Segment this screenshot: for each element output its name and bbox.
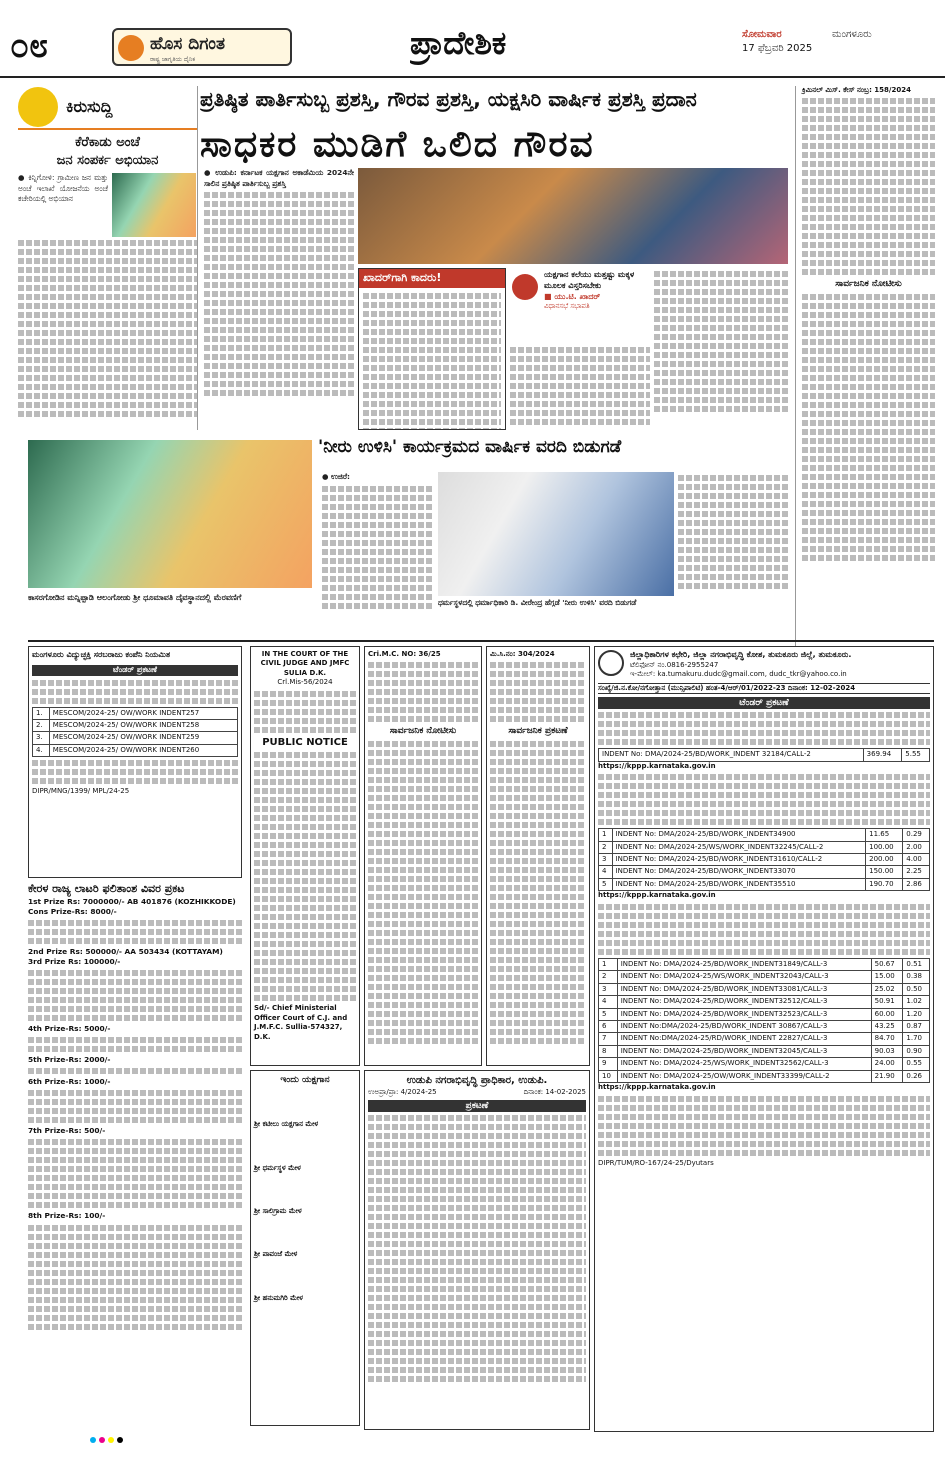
dateline [742,28,932,55]
table-cell: 2.86 [903,878,930,890]
lottery-results [28,882,242,1432]
story2-photo [438,472,674,596]
day: ಸೋಮವಾರ [742,29,782,40]
tender-table-1 [598,828,930,891]
tender-row [599,1070,930,1082]
yaksha-title: ಇಂದು ಯಕ್ಷಗಾನ [280,1075,330,1085]
story2-headline: 'ನೀರು ಉಳಿಸಿ' ಕಾರ್ಯಕ್ರಮದ ವಾರ್ಷಿಕ ವರದಿ ಬಿಡುಗಡೆ [318,437,622,457]
mescom-row [33,720,238,732]
page-number: ೦೮ [10,26,49,66]
table-cell: INDENT No: DMA/2024-25/OW/WORK_INDENT33399/CALL-2 [617,1070,871,1082]
table-cell: 1.20 [903,1008,930,1020]
table-cell: 4.00 [903,854,930,866]
table-cell: 90.03 [871,1045,903,1057]
table-cell: 25.02 [871,983,903,995]
quote-author: ■ ಯು.ಟಿ. ಖಾದರ್ [544,291,601,301]
court-case: Crl.Mis-56/2024 [277,678,333,687]
table-cell: INDENT No: DMA/2024-25/RD/WORK_INDENT32512/CALL-3 [617,996,871,1008]
table-cell: 43.25 [871,1020,903,1032]
table-cell: 150.00 [866,866,903,878]
table-cell: 5 [599,1008,618,1020]
table-cell: INDENT No: DMA/2024-25/BD/WORK_INDENT33081/CALL-3 [617,983,871,995]
mescom-row [33,744,238,756]
story2-body [322,472,434,622]
main-story-cont [510,344,650,430]
tender-url-1[interactable]: https://kppp.karnataka.gov.in [598,761,716,770]
lottery-cons: Cons Prize-Rs: 8000/- [28,907,117,917]
tender-phone: ಟೆಲಿಫೋನ್ ನಂ.0816-2955247 [630,660,719,669]
yaksha-item: ಶ್ರೀ ಸಾಲಿಗ್ರಾಮ ಮೇಳ [254,1207,302,1216]
table-cell: 2 [599,841,613,853]
tender-top-val: 369.94 [863,749,902,761]
tender-top-table [598,748,930,761]
tender-email: ಇ-ಮೇಲ್: ka.tumakuru.dudc@gmail.com, dudc_tkr@yahoo.co.in [630,670,847,679]
lottery-second: 2nd Prize Rs: 500000/- AA 503434 (KOTTAYAM) [28,947,223,957]
section-title: ಪ್ರಾದೇಶಿಕ [410,24,507,62]
mescom-org: ಮಂಗಳೂರು ವಿದ್ಯುಚ್ಛಕ್ತಿ ಸರಬರಾಜು ಕಂಪೆನಿ ನಿಯಮಿತ [32,650,171,659]
yaksha-item: ಶ್ರೀ ಪಾವಂಜೆ ಮೇಳ [254,1250,298,1259]
kirusuddi-column [18,86,198,430]
tender-footer: DIPR/TUM/RO-167/24-25/Dyutars [598,1158,714,1167]
tender-top-emd: 5.55 [902,749,930,761]
table-cell: 1.70 [903,1033,930,1045]
tender-row [599,1008,930,1020]
lottery-third: 3rd Prize Rs: 100000/- [28,957,121,967]
story2-dateline: ● ಉಜಿರೆ: [322,472,350,481]
table-cell: 1. [33,707,50,719]
paper-name: ಹೊಸ ದಿಗಂತ [150,34,225,54]
table-cell: 3 [599,854,613,866]
right-notice-title: ಸಾರ್ವಜನಿಕ ನೋಟೀಸು [835,279,902,290]
ads-divider [28,640,934,642]
table-cell: 0.50 [903,983,930,995]
tender-url-3[interactable]: https://kppp.karnataka.gov.in [598,1083,716,1092]
table-cell: 60.00 [871,1008,903,1020]
quote-icon [512,274,538,300]
table-cell: 6 [599,1020,618,1032]
mescom-table [32,707,238,758]
table-cell: INDENT No: DMA/2024-25/WS/WORK_INDENT32043/CALL-3 [617,971,871,983]
tender-top-indent: INDENT No: DMA/2024-25/BD/WORK_INDENT 32184/CALL-2 [599,749,864,761]
mescom-row [33,707,238,719]
table-cell: 0.38 [903,971,930,983]
table-cell: INDENT No: DMA/2024-25/BD/WORK_INDENT34900 [612,829,866,841]
quote-text: ಯಕ್ಷಗಾನ ಕಲೆಯು ಮತ್ತಷ್ಟು ಮಕ್ಕಳ ಮೂಲಕ ವಿಸ್ತರಿಸಬೇಕು [544,270,635,290]
table-cell: INDENT No: DMA/2024-25/BD/WORK_INDENT32045/CALL-3 [617,1045,871,1057]
table-cell: MESCOM/2024-25/ OW/WORK INDENT260 [49,744,237,756]
table-cell: INDENT No: DMA/2024-25/BD/WORK_INDENT31849/CALL-3 [617,958,871,970]
kirusuddi-headline2: ಜನ ಸಂಪರ್ಕ ಅಭಿಯಾನ [56,152,159,168]
tender-url-2[interactable]: https://kppp.karnataka.gov.in [598,891,716,900]
table-cell: 3. [33,732,50,744]
table-cell: 1 [599,958,618,970]
table-cell: 50.67 [871,958,903,970]
table-cell: 0.55 [903,1058,930,1070]
table-cell: 50.91 [871,996,903,1008]
tender-row [599,983,930,995]
mid2-case: ಮಿ.ಸಿ.ನಂ: 304/2024 [490,650,555,658]
yaksha-item: ಶ್ರೀ ಹನುಮಗಿರಿ ಮೇಳ [254,1293,303,1302]
table-cell: 100.00 [866,841,903,853]
kirusuddi-lead: ● ಕಿನ್ನಿಗೋಳಿ: ಗ್ರಾಮೀಣ ಜನ ಮತ್ತು ಅಂಚೆ ಇಲಾಖೆ ಯೋಜನೆಯ ಅಂಚೆ ಕಚೇರಿಯಲ್ಲಿ ಅಭಿಯಾನ [18,173,108,204]
table-cell: MESCOM/2024-25/ OW/WORK INDENT257 [49,707,237,719]
table-cell: 190.70 [866,878,903,890]
mescom-footer: DIPR/MNG/1399/ MPL/24-25 [32,787,130,796]
main-dateline: ● ಉಡುಪಿ: ಕರ್ನಾಟಕ ಯಕ್ಷಗಾನ ಅಕಾಡೆಮಿಯ 2024ನೇ ಸಾಲಿನ ಪ್ರತಿಷ್ಠಿತ ಪಾರ್ತಿಸುಬ್ಬ ಪ್ರಶಸ್ತಿ [204,168,354,188]
table-cell: 4 [599,866,613,878]
tender-table-2 [598,958,930,1083]
mid-notice-1 [364,646,482,1066]
hand-icon [18,87,58,127]
kirusuddi-headline1: ಕೆರೆಕಾಡು ಅಂಚೆ [75,135,140,150]
mescom-title: ಟೆಂಡರ್ ಪ್ರಕಟಣೆ [32,665,238,676]
newspaper-logo [112,28,292,66]
govt-seal-icon [598,650,624,676]
yaksha-item: ಶ್ರೀ ಧರ್ಮಸ್ಥಳ ಮೇಳ [254,1163,301,1172]
table-cell: INDENT No: DMA/2024-25/WS/WORK_INDENT32245/CALL-2 [612,841,866,853]
court-notice [250,646,360,1066]
tender-row [599,829,930,841]
city: ಮಂಗಳೂರು [832,29,872,40]
table-cell: 7 [599,1033,618,1045]
table-cell: 8 [599,1045,618,1057]
masthead [0,0,945,78]
table-cell: 2.25 [903,866,930,878]
table-cell: 9 [599,1058,618,1070]
main-headline: ಸಾಧಕರ ಮುಡಿಗೆ ಒಲಿದ ಗೌರವ [200,123,595,165]
main-kicker: ಪ್ರತಿಷ್ಠಿತ ಪಾರ್ತಿಸುಬ್ಬ ಪ್ರಶಸ್ತಿ, ಗೌರವ ಪ್ರಶಸ್ತಿ, ಯಕ್ಷಸಿರಿ ವಾರ್ಷಿಕ ಪ್ರಶಸ್ತಿ ಪ್ರದಾನ [200,87,697,111]
court-title: PUBLIC NOTICE [262,736,348,748]
sub-box [358,268,506,430]
table-cell: 10 [599,1070,618,1082]
mescom-row [33,732,238,744]
table-cell: 0.87 [903,1020,930,1032]
print-registration-marks [90,1436,150,1448]
date: 17 ಫೆಬ್ರವರಿ 2025 [742,42,813,54]
tender-row [599,958,930,970]
table-cell: INDENT No: DMA/2024-25/BD/WORK_INDENT32523/CALL-3 [617,1008,871,1020]
table-cell: MESCOM/2024-25/ OW/WORK INDENT258 [49,720,237,732]
mid1-case: Cri.M.C. NO: 36/25 [368,650,441,658]
court-name: IN THE COURT OF THE CIVIL JUDGE AND JMFC SULIA D.K. [260,650,350,677]
tender-ref: ಸಂಖ್ಯೆ/ಜಿ.ನ.ಕೋ/ನಗೋತ್ತಾನ (ಮುನ್ಸಿಪಾಲಿಟಿ) ಹಂತ-4/ಆರ್/01/2022-23 ದಿನಾಂಕ: 12-02-2024 [598,683,930,694]
table-cell: MESCOM/2024-25/ OW/WORK INDENT259 [49,732,237,744]
main-photo [358,168,788,264]
table-cell: INDENT No:DMA/2024-25/RD/WORK_INDENT 22827/CALL-3 [617,1033,871,1045]
tender-row [599,841,930,853]
main-story-body [204,168,354,430]
table-cell: 84.70 [871,1033,903,1045]
tender-row [599,1020,930,1032]
table-cell: INDENT No: DMA/2024-25/BD/WORK_INDENT35510 [612,878,866,890]
table-cell: 4 [599,996,618,1008]
mid1-title: ಸಾರ್ವಜನಿಕ ನೋಟೀಸು [389,726,457,737]
table-cell: 2 [599,971,618,983]
procession-caption: ಕಾಸರಗೋಡಿನ ಮನ್ನಿಪ್ಪಾಡಿ ಆಲಂಗೋಡು ಶ್ರೀ ಧೂಮಾವತಿ ದೈವಸ್ಥಾನದಲ್ಲಿ ಮೆರವಣಿಗೆ [28,593,242,602]
paper-tagline: ರಾಷ್ಟ್ರ ಜಾಗೃತಿಯ ದೈನಿಕ [150,56,196,63]
kirusuddi-label: ಕಿರುಸುದ್ದಿ [66,97,113,117]
table-cell: 3 [599,983,618,995]
tender-org: ಜಿಲ್ಲಾಧಿಕಾರಿಗಳ ಕಛೇರಿ, ಜಿಲ್ಲಾ ನಗರಾಭಿವೃದ್ಧಿ ಕೋಶ, ತುಮಕೂರು ಜಿಲ್ಲೆ, ತುಮಕೂರು. [630,650,852,659]
kirusuddi-body [18,240,197,417]
table-cell: 5 [599,878,613,890]
lottery-first: 1st Prize Rs: 7000000/- AB 401876 (KOZHIKKODE) [28,896,236,906]
quote-role: ವಿಧಾನಸಭೆ ಸಭಾಪತಿ [544,302,590,311]
udupi-notice [364,1070,590,1430]
table-cell: 1.02 [903,996,930,1008]
table-cell: 24.00 [871,1058,903,1070]
tender-row [599,996,930,1008]
tumakuru-tender [594,646,934,1432]
sub-box-title: ಖಾದರ್‌ಗಾಗಿ ಕಾದರು! [359,269,505,288]
table-cell: 11.65 [866,829,903,841]
table-cell: 4. [33,744,50,756]
logo-emblem-icon [118,35,144,61]
table-cell: INDENT No: DMA/2024-25/BD/WORK_INDENT31610/CALL-2 [612,854,866,866]
tender-row [599,854,930,866]
yaksha-item: ಶ್ರೀ ಕಟೀಲು ಯಕ್ಷಗಾನ ಮೇಳ [254,1120,319,1129]
court-sign: Sd/- Chief Ministerial Officer Court of C.J. and J.M.F.C. Sullia-574327, D.K. [254,1004,348,1041]
mescom-tender-ad [28,646,242,878]
table-cell: INDENT No: DMA/2024-25/BD/WORK_INDENT33070 [612,866,866,878]
story2-caption: ಧರ್ಮಸ್ಥಳದಲ್ಲಿ ಧರ್ಮಾಧಿಕಾರಿ ಡಿ. ವೀರೇಂದ್ರ ಹೆಗ್ಗಡೆ 'ನೀರು ಉಳಿಸಿ' ವರದಿ ಬಿಡುಗಡೆ [438,598,637,607]
udupi-no: ಉಅಪ್ರಾ/ಪ್ರಾ: 4/2024-25 [368,1087,437,1096]
story2-cont [678,472,790,622]
udupi-title: ಪ್ರಕಟಣೆ [368,1100,586,1112]
lottery-title: ಕೇರಳ ರಾಜ್ಯ ಲಾಟರಿ ಫಲಿತಾಂಶ ವಿವರ ಪ್ರಕಟ [28,882,185,895]
table-cell: 21.90 [871,1070,903,1082]
table-cell: 2. [33,720,50,732]
tender-row [599,866,930,878]
mid2-title: ಸಾರ್ವಜನಿಕ ಪ್ರಕಟಣೆ [508,726,568,737]
table-cell: 0.26 [903,1070,930,1082]
lottery-seventh: 7th Prize-Rs: 500/- [28,1126,106,1136]
tender-row [599,1033,930,1045]
table-cell: 0.29 [903,829,930,841]
main-story-cont2 [654,268,788,430]
mid-notice-2 [486,646,590,1066]
kirusuddi-photo [112,173,196,237]
quote-box [510,270,650,340]
udupi-org: ಉಡುಪಿ ನಗರಾಭಿವೃದ್ಧಿ ಪ್ರಾಧಿಕಾರ, ಉಡುಪಿ. [406,1075,548,1086]
tender-row [599,1045,930,1057]
right-notice-case: ಕ್ರಿಮಿನಲ್ ಮಿಸ್. ಕೇಸ್ ನಂಬ್ರ: 158/2024 [802,86,911,94]
lottery-eighth: 8th Prize-Rs: 100/- [28,1211,106,1221]
table-cell: 2.00 [903,841,930,853]
tender-row [599,878,930,890]
right-notice-column [795,86,935,646]
table-cell: 0.51 [903,958,930,970]
procession-photo [28,440,312,588]
table-cell: 0.90 [903,1045,930,1057]
indu-yakshagana [250,1070,360,1426]
kirusuddi-banner [18,86,197,130]
table-cell: 15.00 [871,971,903,983]
table-cell: 200.00 [866,854,903,866]
tender-row [599,1058,930,1070]
table-cell: INDENT No: DMA/2024-25/WS/WORK_INDENT32562/CALL-3 [617,1058,871,1070]
tender-title: ಟೆಂಡರ್ ಪ್ರಕಟಣೆ [598,697,930,709]
table-cell: INDENT No:DMA/2024-25/BD/WORK_INDENT 30867/CALL-3 [617,1020,871,1032]
lottery-fifth: 5th Prize-Rs: 2000/- [28,1055,111,1065]
lottery-sixth: 6th Prize-Rs: 1000/- [28,1077,111,1087]
lottery-fourth: 4th Prize-Rs: 5000/- [28,1024,111,1034]
udupi-date: ದಿನಾಂಕ: 14-02-2025 [523,1087,586,1096]
tender-row [599,971,930,983]
table-cell: 1 [599,829,613,841]
